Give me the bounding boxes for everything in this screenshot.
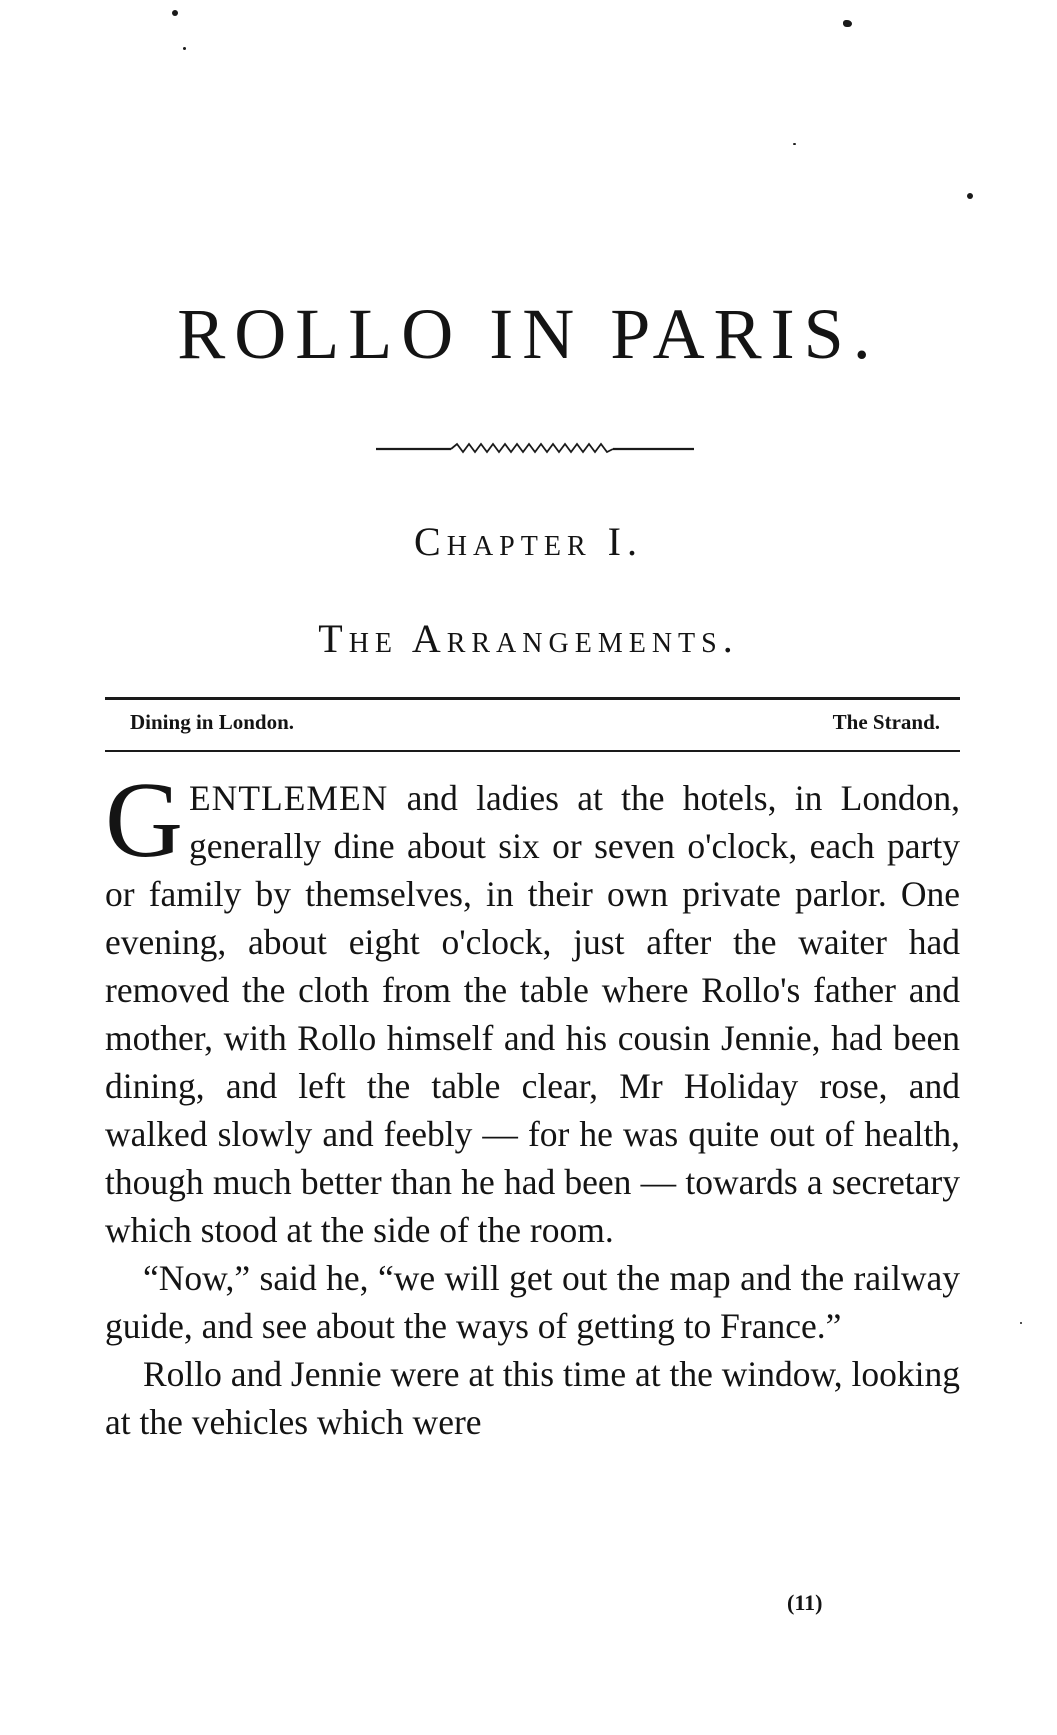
decorative-rule-ornament bbox=[376, 440, 694, 456]
bottom-rule bbox=[105, 750, 960, 752]
page-number: (11) bbox=[787, 1590, 823, 1615]
top-rule bbox=[105, 697, 960, 700]
paragraph-3: Rollo and Jennie were at this time at the window, looking at the vehicles which were bbox=[105, 1354, 961, 1442]
paragraph-1 bbox=[105, 761, 960, 1254]
chapter-body bbox=[105, 761, 961, 1446]
drop-cap: G bbox=[105, 761, 183, 880]
chapter-title: The Arrangements. bbox=[318, 616, 739, 661]
running-head-left: Dining in London. bbox=[130, 710, 295, 734]
print-speck bbox=[967, 193, 973, 199]
print-speck bbox=[183, 47, 186, 50]
print-speck bbox=[1020, 1322, 1022, 1324]
opening-word: ENTLEMEN bbox=[189, 778, 389, 818]
paragraph-2: “Now,” said he, “we will get out the map and the railway guide, and see about the ways of getting to France.” bbox=[105, 1258, 960, 1346]
print-speck bbox=[793, 143, 796, 145]
paragraph-1-text: and ladies at the hotels, in London, generally dine about six or seven o'clock, each party or family by themselves, in their own private parlor. One evening, about eight o'clock, just after the waiter had removed the cloth from the table where Rollo's father and mother, with Rollo himself and his cousin Jennie, had been dining, and left the table clear, Mr Holiday rose, and walked slowly and feebly — for he was quite out of health, though much better than he had been — towards a secretary which stood at the side of the room. bbox=[105, 778, 960, 1250]
running-head-right: The Strand. bbox=[832, 710, 940, 734]
print-speck bbox=[172, 10, 178, 16]
book-title: ROLLO IN PARIS. bbox=[177, 294, 880, 374]
chapter-heading: Chapter I. bbox=[414, 519, 643, 564]
print-speck bbox=[843, 20, 852, 27]
